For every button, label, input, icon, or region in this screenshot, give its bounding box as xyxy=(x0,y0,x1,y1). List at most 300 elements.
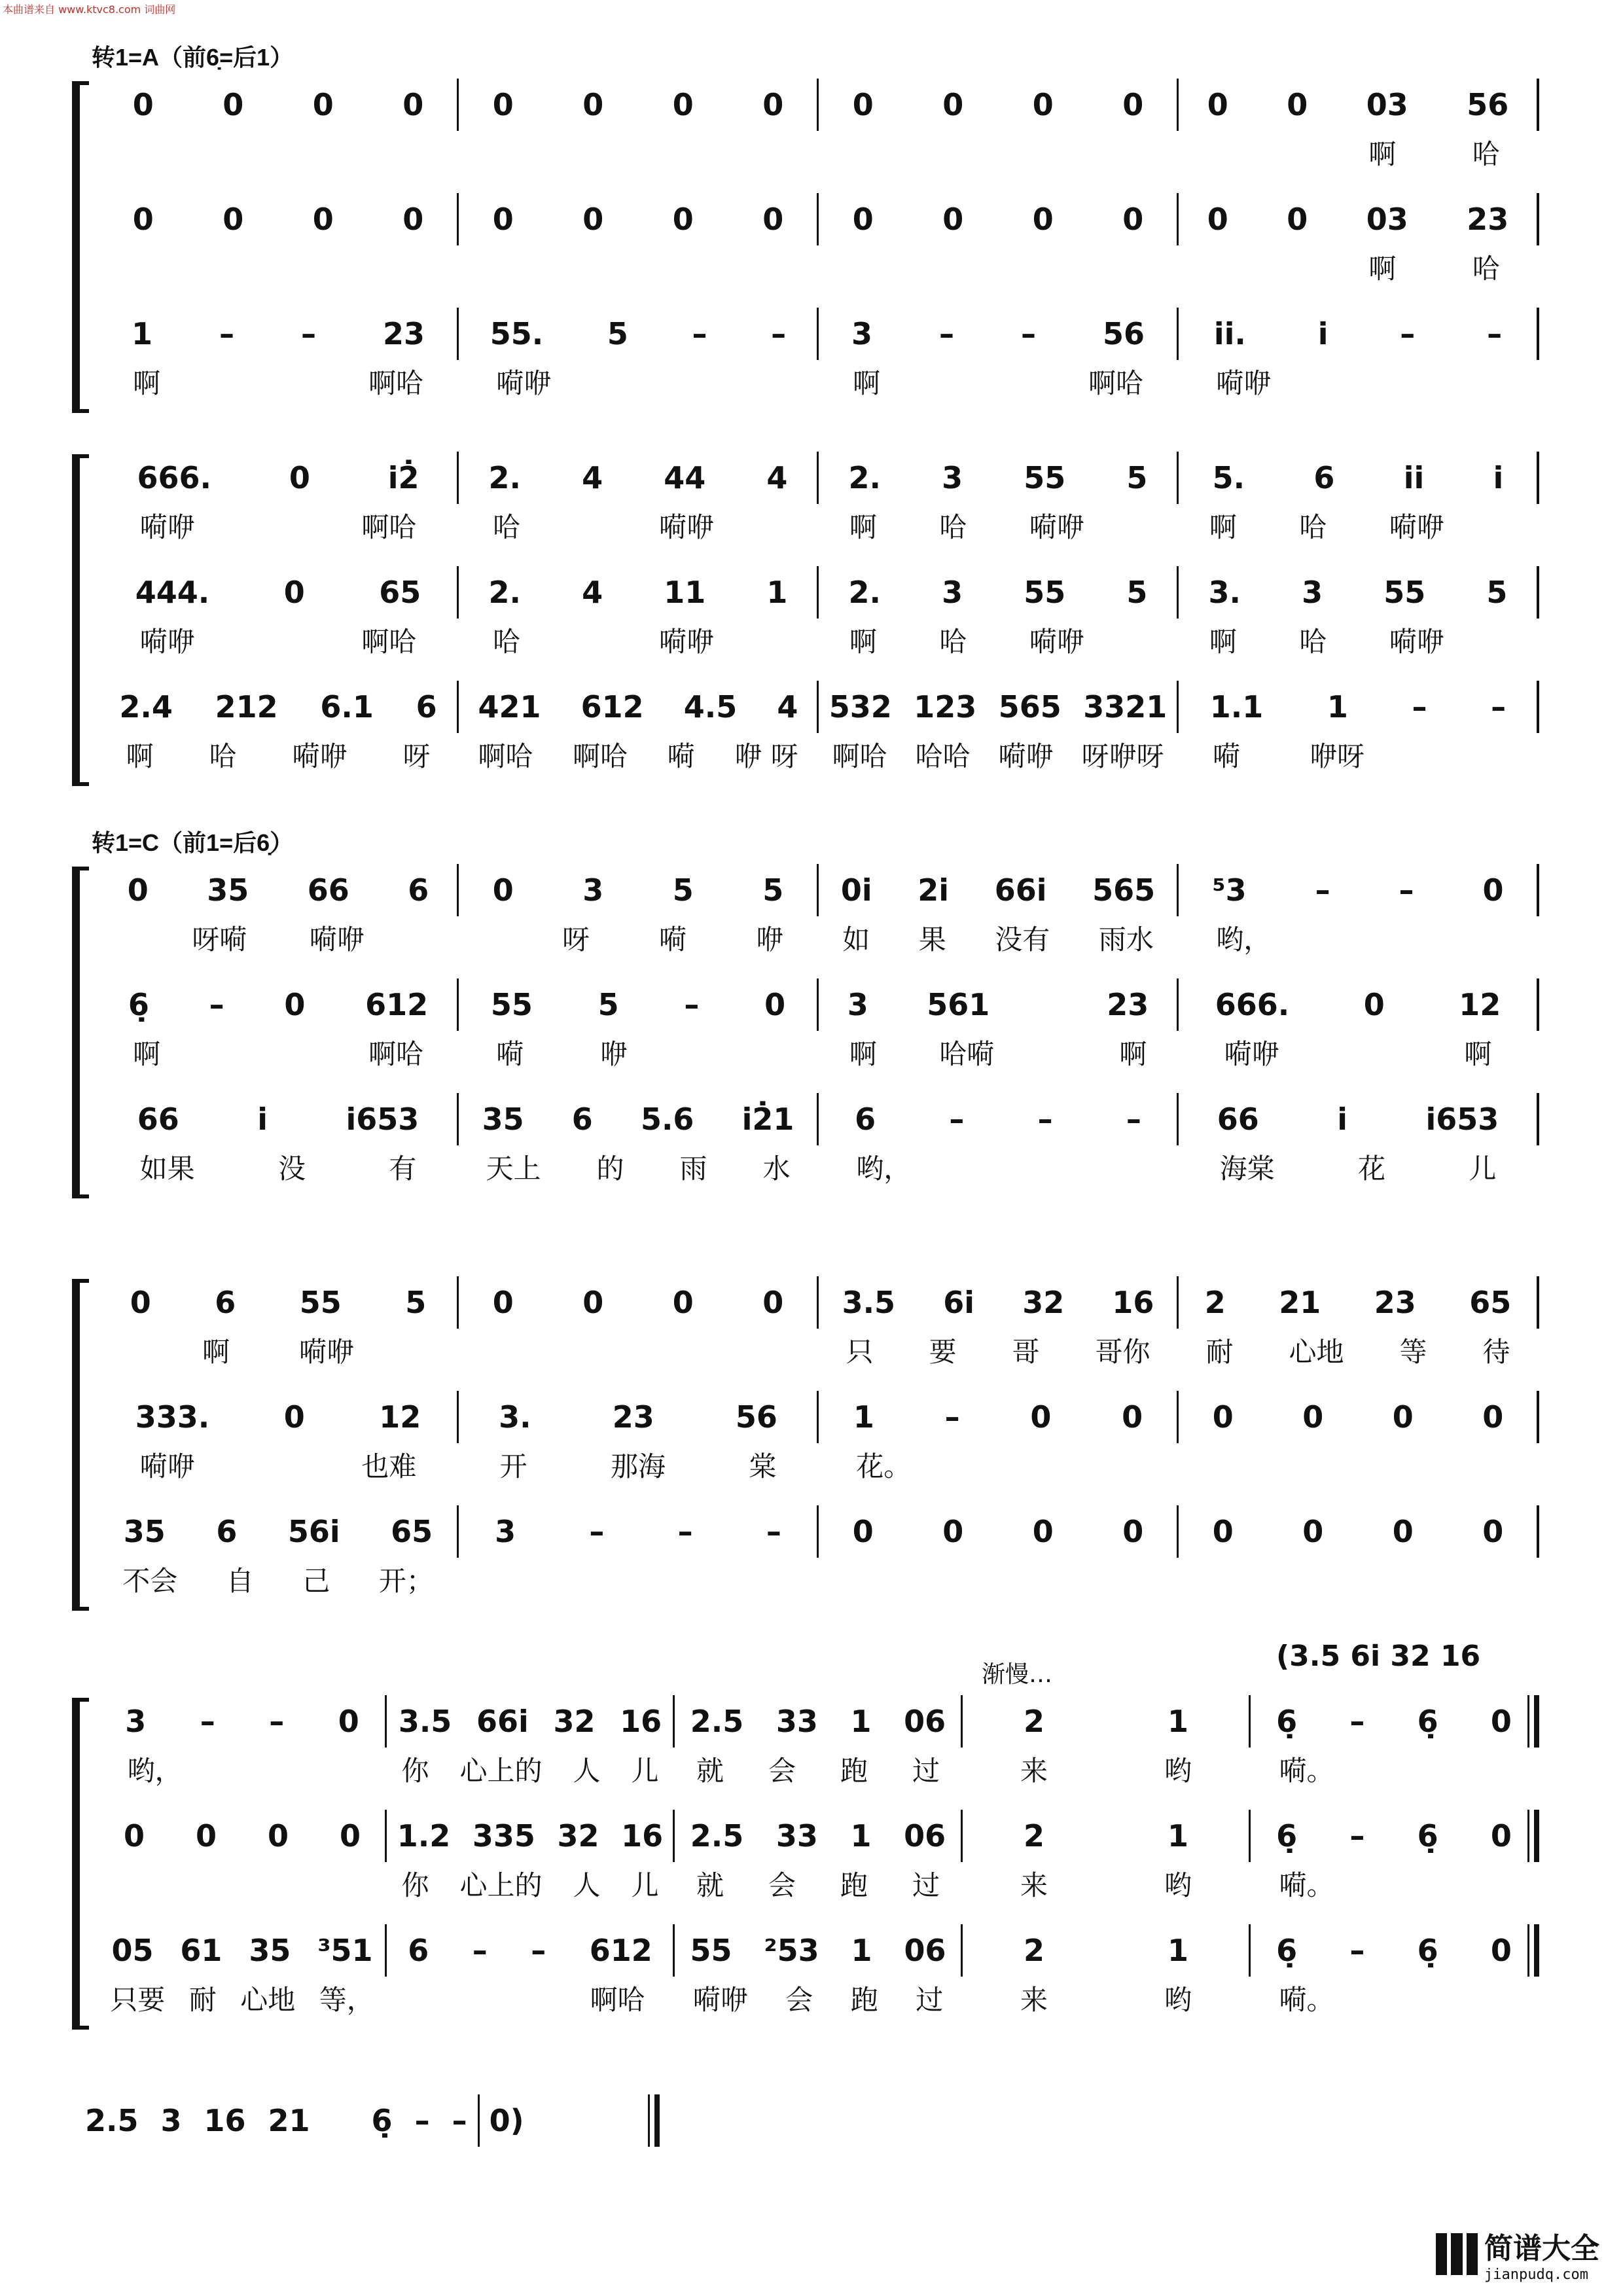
measure-lyrics xyxy=(818,624,1178,656)
lyric: 只要 xyxy=(110,1984,166,2016)
note: 0 xyxy=(267,1818,289,1854)
measure-notes xyxy=(674,1931,962,1970)
note: – xyxy=(944,1399,960,1435)
measure xyxy=(818,314,1178,399)
note: 56i̇ xyxy=(287,1514,340,1549)
note: 0 xyxy=(127,872,149,908)
measure xyxy=(674,1702,962,1787)
note: 0 xyxy=(284,987,306,1022)
note: 5.6 xyxy=(640,1102,694,1137)
measure-notes xyxy=(458,85,818,124)
note: 565 xyxy=(1092,872,1156,908)
lyric: 等 xyxy=(1399,1336,1427,1368)
note: 0 xyxy=(338,1704,359,1739)
measure xyxy=(386,1816,674,1901)
lyric: 开； xyxy=(378,1565,434,1597)
note: – xyxy=(300,316,316,351)
measure-lyrics xyxy=(458,1563,818,1596)
note: 0 xyxy=(852,1514,874,1549)
lyric: 哈 xyxy=(209,740,237,772)
note: ⁵3 xyxy=(1212,872,1247,908)
lyric: 心上的 xyxy=(459,1755,543,1787)
lyric: 跑 xyxy=(840,1755,868,1787)
note: 21 xyxy=(1279,1285,1321,1320)
measure-lyrics xyxy=(98,1151,458,1183)
lyric: 没 xyxy=(277,1153,306,1185)
lyric: 跑 xyxy=(850,1984,878,2016)
measure-notes xyxy=(1178,1100,1538,1139)
barline xyxy=(1537,978,1539,1031)
note: 1 xyxy=(850,1704,872,1739)
lyric: 哈 xyxy=(1472,138,1500,170)
lyric: 啊哈 xyxy=(361,626,417,658)
lyric: 嗬咿 xyxy=(139,511,195,543)
measure-notes xyxy=(98,1512,458,1551)
note: 6 xyxy=(416,689,437,725)
note: 6̣ xyxy=(1417,1704,1438,1739)
lyric: 嗬咿 xyxy=(1389,626,1444,658)
note: 0 xyxy=(1302,1399,1324,1435)
note: 32 xyxy=(553,1704,596,1739)
note: 0 xyxy=(195,1818,217,1854)
measure-notes xyxy=(458,1283,818,1322)
measure xyxy=(386,1931,674,2016)
note: 0 xyxy=(1122,87,1144,122)
note: i̇ xyxy=(1337,1102,1347,1137)
measure xyxy=(458,458,818,543)
note: 6 xyxy=(571,1102,593,1137)
note: 35 xyxy=(207,872,249,908)
final-barline xyxy=(1527,1810,1541,1862)
note: 0 xyxy=(1287,202,1308,237)
lyric: 啊 xyxy=(1119,1038,1147,1070)
note: 56 xyxy=(1102,316,1145,351)
note: 335 xyxy=(472,1818,535,1854)
lyric: 心上的 xyxy=(459,1869,543,1901)
note: 33 xyxy=(776,1704,818,1739)
measure-notes xyxy=(1178,1397,1538,1437)
score-system xyxy=(72,458,1551,782)
note: 2. xyxy=(848,575,882,610)
note: 4 xyxy=(582,460,603,495)
measure-notes xyxy=(962,1702,1250,1741)
measure xyxy=(1178,458,1538,543)
lyric: 心地 xyxy=(240,1984,296,2016)
note: 0 xyxy=(223,202,244,237)
measure-notes xyxy=(1250,1931,1538,1970)
measure xyxy=(98,200,458,239)
note: 35 xyxy=(123,1514,166,1549)
measure-lyrics xyxy=(818,1448,1178,1481)
note: 0 xyxy=(339,1818,361,1854)
measure-notes xyxy=(458,985,818,1024)
note: 0 xyxy=(1490,1818,1512,1854)
note: 66 xyxy=(1217,1102,1259,1137)
measure-lyrics xyxy=(98,738,458,771)
measure-lyrics xyxy=(458,509,818,542)
measure-notes xyxy=(458,458,818,497)
note: 0 xyxy=(492,872,514,908)
measure-notes xyxy=(458,573,818,612)
note: 0 xyxy=(132,202,154,237)
note: 0 xyxy=(582,202,604,237)
note: 6 xyxy=(215,1285,236,1320)
lyric: 只 xyxy=(846,1336,874,1368)
measure-notes xyxy=(98,985,458,1024)
note: 55 xyxy=(690,1933,732,1968)
measure-lyrics xyxy=(458,1036,818,1069)
note: 0 xyxy=(942,202,964,237)
measure-notes xyxy=(818,458,1178,497)
measure-notes xyxy=(1178,200,1538,239)
note: 23 xyxy=(1107,987,1149,1022)
measure-lyrics xyxy=(458,922,818,954)
lyric: 啊 xyxy=(849,511,877,543)
lyric: 嗬。 xyxy=(1279,1984,1334,2016)
measure-notes xyxy=(98,200,458,239)
note: 56 xyxy=(735,1399,777,1435)
measure-notes xyxy=(98,458,458,497)
measure xyxy=(98,985,458,1070)
measure xyxy=(98,870,458,956)
lyric: 哈 xyxy=(492,511,520,543)
measure-lyrics xyxy=(458,738,818,771)
barline xyxy=(1537,452,1539,504)
measure-notes xyxy=(386,1702,674,1741)
note: 0 xyxy=(283,1399,305,1435)
lyric: 哈 xyxy=(939,511,967,543)
lyric: 啊 xyxy=(849,1038,877,1070)
lyric: 哈 xyxy=(1472,253,1500,285)
measure-notes xyxy=(818,1397,1178,1437)
note: 1 xyxy=(131,316,152,351)
note: 3 xyxy=(942,460,963,495)
voice-part xyxy=(72,1283,1551,1374)
measure-notes xyxy=(1178,1512,1538,1551)
note: – xyxy=(200,1704,215,1739)
lyric: 哈 xyxy=(1299,511,1327,543)
measure xyxy=(1178,85,1538,170)
voice-part xyxy=(72,458,1551,550)
voice-part xyxy=(72,1397,1551,1489)
measure xyxy=(458,1512,818,1551)
note: 5 xyxy=(405,1285,427,1320)
note: 6̣ xyxy=(371,2103,393,2138)
measure xyxy=(98,458,458,543)
measure-lyrics xyxy=(1250,1753,1538,1785)
lyric: 啊 xyxy=(132,367,160,399)
note: ³51 xyxy=(317,1933,373,1968)
note: 0i̇ xyxy=(840,872,872,908)
measure-notes xyxy=(458,200,818,239)
note: i̇i̇. xyxy=(1213,316,1246,351)
lyric: 会 xyxy=(768,1869,796,1901)
measure xyxy=(98,314,458,399)
lyric: 心地 xyxy=(1289,1336,1344,1368)
measure xyxy=(98,1512,458,1597)
lyric: 雨水 xyxy=(1098,924,1154,956)
note: 3. xyxy=(1208,575,1241,610)
note: 0 xyxy=(1212,1514,1234,1549)
lyric: 咿 呀 xyxy=(734,740,798,772)
measure-notes xyxy=(1178,85,1538,124)
measure-notes xyxy=(98,314,458,353)
lyric: 嗬咿 xyxy=(658,626,714,658)
tempo-marking: 渐慢… xyxy=(982,1661,1053,1688)
measure-notes xyxy=(1178,1283,1538,1322)
measure-notes xyxy=(818,1512,1178,1551)
note: 5 xyxy=(1126,460,1148,495)
note: i̇653 xyxy=(1425,1102,1499,1137)
measure-notes xyxy=(458,687,818,726)
measure-notes xyxy=(1250,1702,1538,1741)
note: 0 xyxy=(492,202,514,237)
lyric: 过 xyxy=(912,1755,940,1787)
lyric: 嗬咿 xyxy=(658,511,714,543)
note: 4 xyxy=(582,575,603,610)
note: 0 xyxy=(762,1285,784,1320)
note: 0 xyxy=(762,87,784,122)
note: 1 xyxy=(1167,1933,1188,1968)
lyric: 你 xyxy=(401,1755,429,1787)
measure-notes xyxy=(98,1283,458,1322)
final-barline xyxy=(1527,1695,1541,1748)
note: 05 xyxy=(111,1933,154,1968)
voice-part xyxy=(72,314,1551,406)
measure-notes xyxy=(458,314,818,353)
note: – xyxy=(771,316,787,351)
note: 0 xyxy=(942,87,964,122)
lyric: 跑 xyxy=(840,1869,868,1901)
lyric: 嗬咿 xyxy=(292,740,348,772)
brand-url: jianpudq.com xyxy=(1484,2267,1588,2283)
note: 0 xyxy=(123,1818,145,1854)
note: 6 xyxy=(855,1102,876,1137)
lyric: 没有 xyxy=(995,924,1050,956)
lyric: 哟， xyxy=(1216,924,1272,956)
voice-part xyxy=(72,870,1551,962)
note: 5 xyxy=(597,987,619,1022)
measure xyxy=(1178,687,1538,772)
note: 0 xyxy=(1122,1399,1143,1435)
measure-notes xyxy=(818,1100,1178,1139)
lyric: 呀 xyxy=(562,924,590,956)
note: – xyxy=(1349,1704,1365,1739)
final-barline xyxy=(648,2094,661,2147)
lyric: 儿 xyxy=(631,1869,659,1901)
note: – xyxy=(1487,316,1503,351)
note: 0 xyxy=(852,87,874,122)
note: – xyxy=(219,316,234,351)
measure xyxy=(458,1283,818,1322)
measure-notes xyxy=(98,1702,386,1741)
note: 6̣ xyxy=(1417,1933,1438,1968)
note: 5 xyxy=(1126,575,1148,610)
measure-lyrics xyxy=(818,1151,1178,1183)
note: 65 xyxy=(379,575,421,610)
measure xyxy=(98,1100,458,1185)
note: 55 xyxy=(1024,575,1066,610)
note: 6 xyxy=(216,1514,238,1549)
note: 0 xyxy=(1207,87,1228,122)
note: 4 xyxy=(766,460,788,495)
note: 6̣ xyxy=(1276,1818,1298,1854)
note: 0 xyxy=(672,1285,694,1320)
barline xyxy=(1537,864,1539,916)
measure xyxy=(1178,985,1538,1070)
note: 2. xyxy=(848,460,882,495)
lyric: 咿 xyxy=(599,1038,628,1070)
measure-lyrics xyxy=(386,1867,674,1900)
measure xyxy=(98,573,458,658)
intro-phrase: (3.5 6i̇ 32 16 xyxy=(1276,1640,1481,1673)
note: i̇653 xyxy=(346,1102,419,1137)
measure-notes xyxy=(458,1100,818,1139)
note: 0 xyxy=(289,460,310,495)
note: 1 xyxy=(1167,1704,1188,1739)
lyric: 待 xyxy=(1482,1336,1510,1368)
measure-lyrics xyxy=(818,738,1178,771)
note: 0 xyxy=(1302,1514,1324,1549)
voice-part xyxy=(72,573,1551,664)
lyric: 会 xyxy=(768,1755,796,1787)
lyric: 啊哈 xyxy=(478,740,533,772)
measure-lyrics xyxy=(1178,1036,1538,1069)
lyric: 咿呀 xyxy=(1309,740,1364,772)
lyric: 啊哈 xyxy=(572,740,628,772)
lyric: 嗬 xyxy=(1212,740,1240,772)
measure xyxy=(1250,1816,1538,1901)
measure xyxy=(458,687,818,772)
note: 66 xyxy=(307,872,349,908)
note: 6.1 xyxy=(320,689,374,725)
lyric: 啊 xyxy=(1209,511,1237,543)
note: 2. xyxy=(488,575,522,610)
note: – xyxy=(1400,316,1416,351)
note: 0 xyxy=(672,202,694,237)
lyric: 呀 xyxy=(402,740,431,772)
measure-notes xyxy=(98,1397,458,1437)
measure-notes xyxy=(962,1931,1250,1970)
lyric: 开 xyxy=(499,1450,527,1482)
measure xyxy=(1178,573,1538,658)
lyric: 哈哈 xyxy=(915,740,971,772)
measure-lyrics xyxy=(1178,509,1538,542)
lyric: 嗬咿 xyxy=(692,1984,748,2016)
lyric: 嗬咿 xyxy=(139,626,195,658)
measure-lyrics xyxy=(458,365,818,398)
lyric: 啊 xyxy=(1464,1038,1492,1070)
note: 4 xyxy=(777,689,798,725)
score-system xyxy=(72,44,1551,409)
lyric: 人 xyxy=(573,1869,601,1901)
note: 4.5 xyxy=(683,689,738,725)
note: 35 xyxy=(249,1933,291,1968)
voice-part xyxy=(72,1100,1551,1191)
measure-notes xyxy=(818,573,1178,612)
measure-notes xyxy=(98,1931,386,1970)
note: – xyxy=(1126,1102,1141,1137)
note: 32 xyxy=(557,1818,599,1854)
note: 44 xyxy=(664,460,706,495)
barline xyxy=(1537,1505,1539,1558)
measure xyxy=(674,1931,962,2016)
lyric: 的 xyxy=(596,1153,624,1185)
note: 444. xyxy=(135,575,210,610)
lyric: 啊 xyxy=(132,1038,160,1070)
note: – xyxy=(938,316,954,351)
measure xyxy=(1178,1100,1538,1185)
barline xyxy=(1537,1093,1539,1145)
note: 35 xyxy=(482,1102,524,1137)
measure-notes xyxy=(1178,985,1538,1024)
lyric: 来 xyxy=(1020,1869,1048,1901)
measure-notes xyxy=(674,1702,962,1741)
interlude-notes xyxy=(85,2101,674,2140)
lyric: 嗬咿 xyxy=(139,1450,195,1482)
note: 0 xyxy=(130,1285,151,1320)
note: 0 xyxy=(582,87,604,122)
barline xyxy=(478,2094,480,2147)
note: 612 xyxy=(589,1933,652,1968)
measure xyxy=(1178,1397,1538,1437)
measure-notes xyxy=(1178,687,1538,726)
lyric: 啊 xyxy=(852,367,880,399)
lyric: 啊 xyxy=(202,1336,230,1368)
lyric: 啊 xyxy=(1209,626,1237,658)
barline xyxy=(1537,681,1539,733)
lyric: 就 xyxy=(696,1755,724,1787)
measure-lyrics xyxy=(1178,922,1538,954)
measure xyxy=(818,1512,1178,1551)
lyric: 嗬咿 xyxy=(1389,511,1444,543)
lyric: 就 xyxy=(696,1869,724,1901)
measure-lyrics xyxy=(98,624,458,656)
measure xyxy=(1178,1512,1538,1551)
lyric: 嗬咿 xyxy=(1029,511,1084,543)
note: 16 xyxy=(1112,1285,1154,1320)
note: 6 xyxy=(1313,460,1335,495)
note: 2.5 xyxy=(690,1818,744,1854)
measure-notes xyxy=(98,1100,458,1139)
measure xyxy=(458,985,818,1070)
note: 1 xyxy=(766,575,788,610)
measure-lyrics xyxy=(1178,1151,1538,1183)
lyric: 哟 xyxy=(1164,1984,1192,2016)
measure-notes xyxy=(1178,573,1538,612)
key-change-label: 转1=C（前1=后6̣） xyxy=(92,829,294,856)
note: – xyxy=(684,987,700,1022)
note: 0 xyxy=(1122,202,1144,237)
final-barline xyxy=(1527,1924,1541,1977)
note: 0 xyxy=(1287,87,1308,122)
lyric: 嗬 xyxy=(496,1038,524,1070)
note: 23 xyxy=(382,316,425,351)
note: 0 xyxy=(852,202,874,237)
lyric: 来 xyxy=(1020,1984,1048,2016)
note: 66 xyxy=(137,1102,179,1137)
lyric: 嗬咿 xyxy=(998,740,1054,772)
note: i̇ xyxy=(257,1102,268,1137)
measure-lyrics xyxy=(962,1867,1250,1900)
measure-notes xyxy=(818,200,1178,239)
measure-notes xyxy=(386,1816,674,1856)
note: 2 xyxy=(1023,1818,1044,1854)
note: 6i̇ xyxy=(943,1285,975,1320)
note: – xyxy=(949,1102,965,1137)
lyric: 天上 xyxy=(486,1153,541,1185)
measure-notes xyxy=(818,687,1178,726)
